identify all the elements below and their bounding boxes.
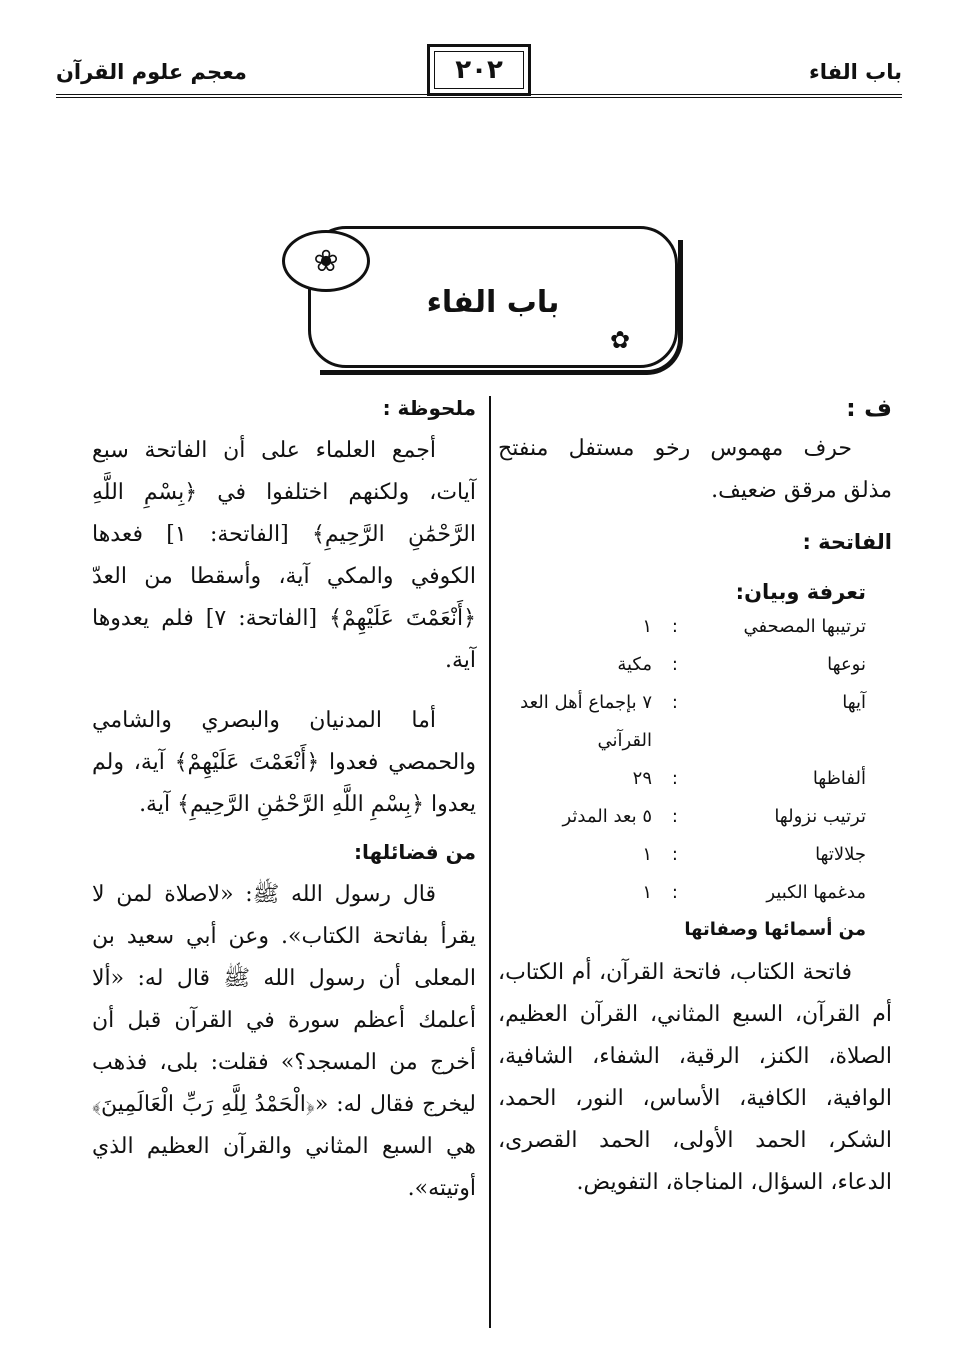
info-row bbox=[498, 760, 866, 798]
info-sep: : bbox=[671, 806, 678, 827]
book-running-title: معجم علوم القرآن bbox=[56, 60, 247, 84]
info-label: ألفاظها bbox=[812, 768, 866, 789]
info-value: ١ bbox=[642, 844, 652, 865]
info-label: آيها bbox=[842, 692, 866, 713]
content-columns bbox=[92, 388, 892, 1338]
corner-ornament-icon: ✿ bbox=[610, 326, 631, 354]
info-label: ترتيب نزولها bbox=[774, 806, 866, 827]
info-value: ٢٩ bbox=[632, 768, 652, 789]
note-paragraph-2: أما المدنيان والبصري والشامي والحمصي فعدوا ﴿أَنْعَمْتَ عَلَيْهِمْ﴾ آية، ولم يعدوا ﴿بِسْمِ اللَّهِ الرَّحْمَٰنِ الرَّحِيمِ﴾ آية. bbox=[92, 708, 476, 817]
letter-description: حرف مهموس رخو مستفل منفتح مذلق مرقق ضعيف. bbox=[498, 436, 892, 503]
info-label: نوعها bbox=[827, 654, 866, 675]
names-heading: من أسمائها وصفاتها bbox=[684, 919, 866, 940]
info-value: مكية bbox=[617, 654, 652, 675]
info-subheading: تعرفة وبيان: bbox=[735, 580, 866, 604]
right-column bbox=[498, 388, 892, 1204]
info-sep: : bbox=[671, 882, 678, 903]
chapter-running-title: باب الفاء bbox=[808, 60, 902, 84]
letter-heading: ف : bbox=[846, 394, 892, 422]
info-row bbox=[498, 608, 866, 646]
info-value-continued: القرآني bbox=[597, 730, 652, 751]
info-value: ١ bbox=[642, 882, 652, 903]
names-paragraph: فاتحة الكتاب، فاتحة القرآن، أم الكتاب، أم القرآن، السبع المثاني، القرآن العظيم، الصلاة، الكنز، الرقية، الشفاء، الشافية، الوافية، الكافية، الأساس، النور، الحمد، الشكر، الحمد الأولى، الحمد القصرى، الدعاء، السؤال، المناجاة، التفويض. bbox=[498, 960, 892, 1195]
chapter-title: باب الفاء bbox=[426, 285, 560, 320]
info-sep: : bbox=[671, 692, 678, 713]
info-sep: : bbox=[671, 654, 678, 675]
note-heading: ملحوظة : bbox=[382, 396, 476, 420]
info-label: جلالاتها bbox=[815, 844, 866, 865]
info-row bbox=[498, 646, 866, 684]
info-row bbox=[498, 836, 866, 874]
info-value: ٧ بإجماع أهل العد bbox=[520, 692, 652, 713]
left-column bbox=[92, 388, 476, 1210]
page-number: ٢٠٢ bbox=[427, 44, 531, 96]
virtues-paragraph: قال رسول الله ﷺ: «لاصلاة لمن لا يقرأ بفاتحة الكتاب». وعن أبي سعيد بن المعلى أن رسول الله ﷺ قال له: «ألا أعلمك أعظم سورة في القرآن قبل أن أخرج من المسجد؟» فقلت: بلى، فذهب ليخرج فقال له: «﴿الْحَمْدُ لِلَّهِ رَبِّ الْعَالَمِينَ﴾ هي السبع المثاني والقرآن العظيم الذي أوتيته». bbox=[92, 882, 476, 1201]
info-row bbox=[498, 874, 866, 912]
info-value: ٥ بعد المدثر bbox=[562, 806, 652, 827]
info-table bbox=[498, 608, 892, 912]
surah-heading: الفاتحة : bbox=[802, 530, 892, 554]
info-value: ١ bbox=[642, 616, 652, 637]
info-row bbox=[498, 684, 866, 760]
note-paragraph-1: أجمع العلماء على أن الفاتحة سبع آيات، ولكنهم اختلفوا في ﴿بِسْمِ اللَّهِ الرَّحْمَٰنِ الرَّحِيمِ﴾ [الفاتحة: ١] فعدها الكوفي والمكي آية، وأسقطا من العدّ ﴿أَنْعَمْتَ عَلَيْهِمْ﴾ [الفاتحة: ٧] فلم يعدوها آية. bbox=[92, 438, 476, 673]
info-sep: : bbox=[671, 768, 678, 789]
info-label: مدغمها الكبير bbox=[766, 882, 866, 903]
info-sep: : bbox=[671, 616, 678, 637]
virtues-heading: من فضائلها: bbox=[353, 840, 476, 864]
flower-ornament-icon: ❀ bbox=[282, 230, 370, 292]
info-label: ترتيبها المصحفي bbox=[743, 616, 866, 637]
info-sep: : bbox=[671, 844, 678, 865]
info-row bbox=[498, 798, 866, 836]
